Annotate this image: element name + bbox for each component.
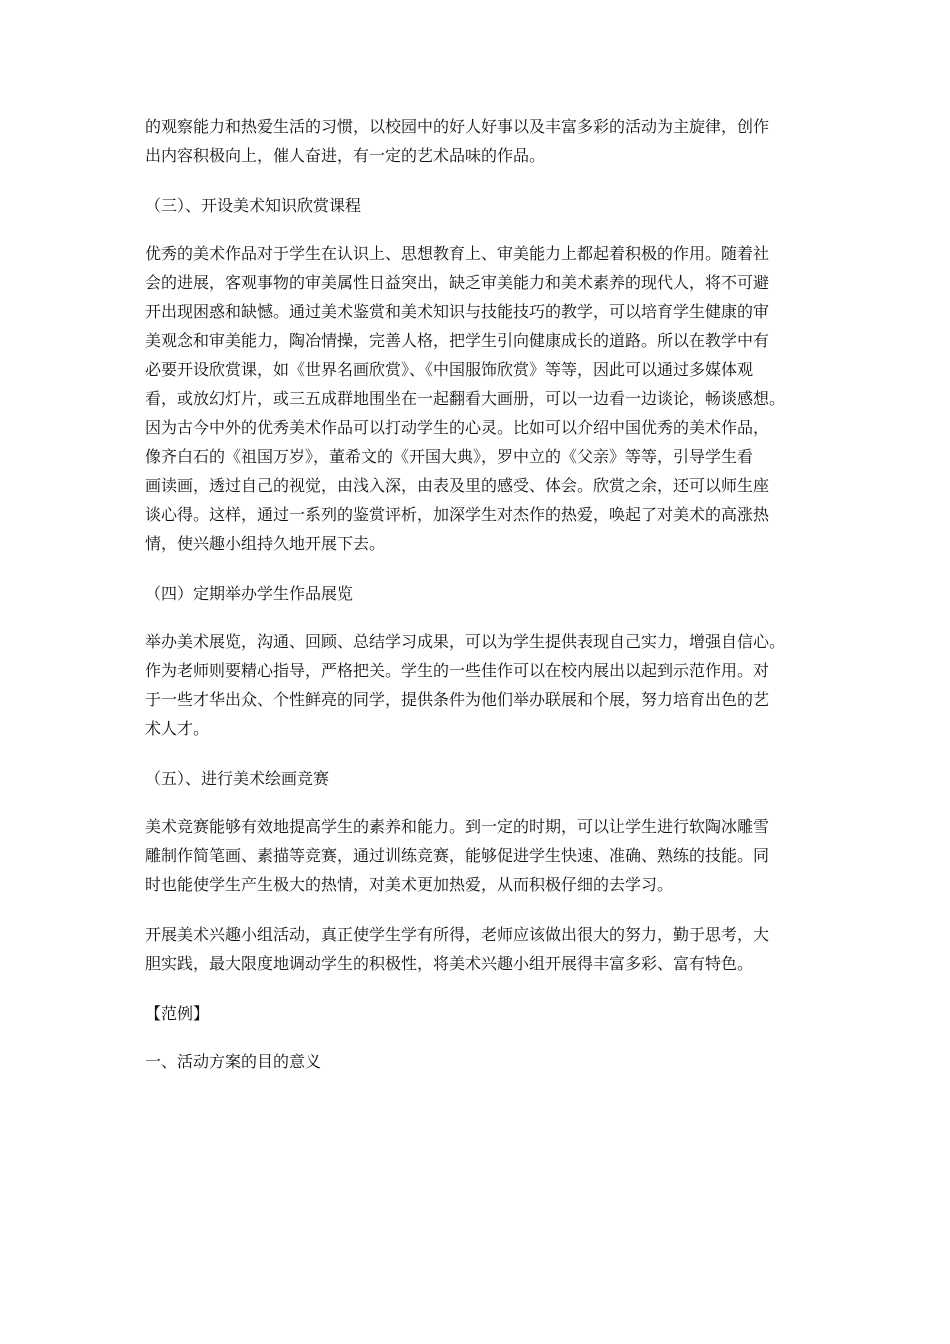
paragraph (145, 920, 817, 978)
section-heading (145, 999, 817, 1028)
text-line: 出内容积极向上，催人奋进，有一定的艺术品味的作品。 (145, 146, 546, 165)
text-line: 看，或放幻灯片，或三五成群地围坐在一起翻看大画册，可以一边看一边谈论，畅谈感想。 (145, 389, 786, 408)
text-line: 于一些才华出众、个性鲜亮的同学，提供条件为他们举办联展和个展，努力培育出色的艺 (145, 690, 770, 709)
text-line: 雕制作简笔画、素描等竞赛，通过训练竞赛，能够促进学生快速、准确、熟练的技能。同 (145, 846, 770, 865)
text-line: 开出现困惑和缺憾。通过美术鉴赏和美术知识与技能技巧的教学，可以培育学生健康的审 (145, 302, 770, 321)
section-heading (145, 579, 817, 608)
heading-text: （四）定期举办学生作品展览 (145, 584, 354, 603)
text-line: 胆实践，最大限度地调动学生的积极性，将美术兴趣小组开展得丰富多彩、富有特色。 (145, 954, 754, 973)
paragraph (145, 239, 817, 558)
text-line: 开展美术兴趣小组活动，真正使学生学有所得，老师应该做出很大的努力，勤于思考，大 (145, 925, 770, 944)
text-line: 谈心得。这样，通过一系列的鉴赏评析，加深学生对杰作的热爱，唤起了对美术的高涨热 (145, 505, 770, 524)
text-line: 作为老师则要精心指导，严格把关。学生的一些佳作可以在校内展出以起到示范作用。对 (145, 661, 770, 680)
paragraph (145, 627, 817, 743)
heading-text: （五）、进行美术绘画竞赛 (145, 769, 330, 788)
heading-text: 一、活动方案的目的意义 (145, 1052, 322, 1071)
text-line: 像齐白石的《祖国万岁》，董希文的《开国大典》，罗中立的《父亲》等等，引导学生看 (145, 447, 754, 466)
heading-text: 【范例】 (145, 1004, 210, 1023)
text-line: 必要开设欣赏课，如《世界名画欣赏》、《中国服饰欣赏》等等，因此可以通过多媒体观 (145, 360, 754, 379)
section-heading (145, 191, 817, 220)
text-line: 情，使兴趣小组持久地开展下去。 (145, 534, 386, 553)
document-body (145, 112, 817, 1076)
section-heading (145, 764, 817, 793)
section-heading (145, 1047, 817, 1076)
text-line: 画读画，透过自己的视觉，由浅入深，由表及里的感受、体会。欣赏之余，还可以师生座 (145, 476, 770, 495)
text-line: 术人才。 (145, 719, 210, 738)
paragraph (145, 112, 817, 170)
text-line: 举办美术展览，沟通、回顾、总结学习成果，可以为学生提供表现自己实力，增强自信心。 (145, 632, 786, 651)
text-line: 时也能使学生产生极大的热情，对美术更加热爱，从而积极仔细的去学习。 (145, 875, 674, 894)
heading-text: （三）、开设美术知识欣赏课程 (145, 196, 362, 215)
text-line: 会的进展，客观事物的审美属性日益突出，缺乏审美能力和美术素养的现代人，将不可避 (145, 273, 770, 292)
paragraph (145, 812, 817, 899)
text-line: 因为古今中外的优秀美术作品可以打动学生的心灵。比如可以介绍中国优秀的美术作品， (145, 418, 770, 437)
text-line: 的观察能力和热爱生活的习惯，以校园中的好人好事以及丰富多彩的活动为主旋律，创作 (145, 117, 770, 136)
text-line: 优秀的美术作品对于学生在认识上、思想教育上、审美能力上都起着积极的作用。随着社 (145, 244, 770, 263)
text-line: 美观念和审美能力，陶冶情操，完善人格，把学生引向健康成长的道路。所以在教学中有 (145, 331, 770, 350)
text-line: 美术竞赛能够有效地提高学生的素养和能力。到一定的时期，可以让学生进行软陶冰雕雪 (145, 817, 770, 836)
